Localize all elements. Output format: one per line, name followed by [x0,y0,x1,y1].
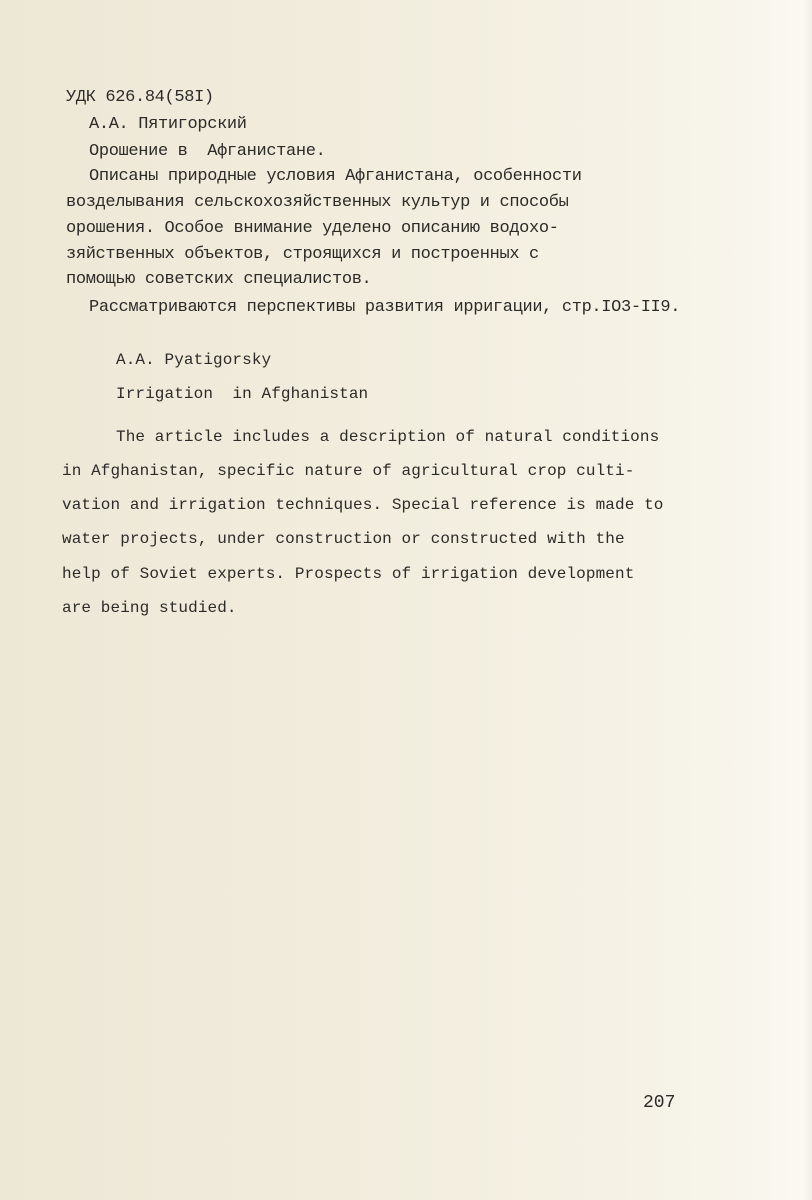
english-abstract-line: are being studied. [62,599,237,617]
russian-abstract-line: зяйственных объектов, строящихся и построенных с [66,245,539,264]
russian-abstract-line: помощью советских специалистов. [66,270,372,289]
english-author: A.A. Pyatigorsky [116,351,272,369]
english-abstract-line: in Afghanistan, specific nature of agricultural crop culti- [62,462,635,480]
english-abstract-line: vation and irrigation techniques. Special reference is made to [62,496,664,514]
english-abstract-line: help of Soviet experts. Prospects of irrigation development [62,565,635,583]
russian-abstract-line: возделывания сельскохозяйственных культур и способы [66,193,569,212]
english-abstract-line: water projects, under construction or constructed with the [62,530,625,548]
russian-abstract-line: Описаны природные условия Афганистана, особенности [89,167,582,186]
page-number: 207 [643,1093,676,1113]
udk-code: УДК 626.84(58I) [66,88,214,107]
russian-title: Орошение в Афганистане. [89,142,326,161]
english-title: Irrigation in Afghanistan [116,385,369,403]
russian-prospects-line: Рассматриваются перспективы развития ирригации, стр.IO3-II9. [89,298,681,317]
russian-abstract-line: орошения. Особое внимание уделено описанию водохо- [66,219,559,238]
english-abstract-line: The article includes a description of natural conditions [116,428,660,446]
page-edge-shadow [802,0,812,1200]
russian-author: А.А. Пятигорский [89,115,247,134]
